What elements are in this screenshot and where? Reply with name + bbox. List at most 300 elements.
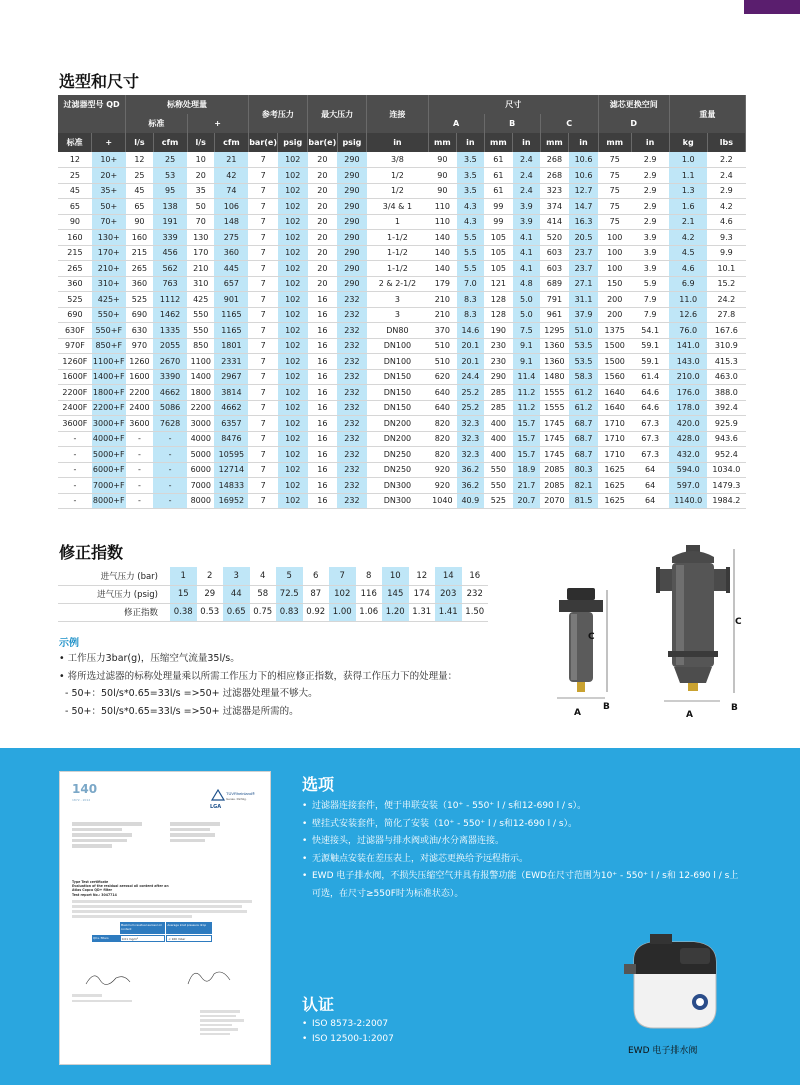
table-row [58,183,746,199]
table-cell: 20.7 [513,493,540,509]
table-cell: 32.3 [457,416,484,432]
table-cell: 90 [428,183,457,199]
table-cell: 14.7 [569,199,599,215]
table-cell: 400 [484,447,513,463]
table-cell: 820 [428,447,457,463]
header-dim-a: A [428,114,484,133]
table-cell: 23.7 [569,245,599,261]
column-unit-header: lbs [707,133,745,152]
table-cell: 16 [308,292,338,308]
options-list [302,798,742,903]
table-cell: 603 [540,245,569,261]
table-cell: 690 [126,307,153,323]
table-cell: 67.3 [631,447,669,463]
table-cell: 1600F [58,369,92,385]
table-cell: 5.9 [631,276,669,292]
ewd-caption: EWD 电子排水阀 [628,1046,698,1056]
example-line: - 50+：50l/s*0.65=33l/s =>50+ 过滤器是所需的。 [65,705,299,717]
table-cell: DN300 [367,493,428,509]
table-cell: 68.7 [569,447,599,463]
table-cell: 16.3 [569,214,599,230]
table-cell: 61.2 [569,400,599,416]
table-cell: 3.9 [631,245,669,261]
certificate-body-text [72,900,257,918]
table-cell: 75 [598,168,631,184]
table-cell: 14.6 [457,323,484,339]
table-row [58,338,746,354]
table-cell: 657 [214,276,248,292]
table-cell: 1600 [126,369,153,385]
table-cell: 75 [598,152,631,168]
table-cell: 15.7 [513,416,540,432]
correction-cell: 4 [250,567,277,585]
table-cell: 102 [278,152,308,168]
table-cell: 27.1 [569,276,599,292]
table-cell: 2331 [214,354,248,370]
table-cell: 10595 [214,447,248,463]
table-cell: 16 [308,354,338,370]
table-cell: 925.9 [707,416,745,432]
table-cell: 4.1 [513,261,540,277]
table-cell: 148 [214,214,248,230]
dim-label-b-large: B [731,703,738,713]
correction-cell: 174 [409,585,436,603]
table-cell: 3.9 [631,230,669,246]
table-cell: 428.0 [669,431,707,447]
table-cell: 1745 [540,416,569,432]
table-cell: 3 [367,307,428,323]
table-cell: 232 [337,493,367,509]
table-cell: 7000+F [92,478,126,494]
table-cell: 24.4 [457,369,484,385]
table-cell: 50+ [92,199,126,215]
table-cell: 8000+F [92,493,126,509]
table-cell: 9.1 [513,338,540,354]
table-cell: 525 [484,493,513,509]
section-title-spec: 选型和尺寸 [59,72,140,91]
certificate-contact-block [170,822,230,842]
correction-cell: 6 [303,567,330,585]
table-cell: 210 [428,292,457,308]
table-cell: 176.0 [669,385,707,401]
table-cell: 64.6 [631,385,669,401]
correction-cell: 3 [223,567,250,585]
table-cell: 2 & 2-1/2 [367,276,428,292]
correction-row-label: 进气压力 (psig) [58,585,170,603]
table-cell: 102 [278,385,308,401]
table-cell: 215 [126,245,153,261]
table-cell: 81.5 [569,493,599,509]
table-cell: 232 [337,338,367,354]
table-cell: 1.1 [669,168,707,184]
table-cell: 6357 [214,416,248,432]
table-cell: 1555 [540,400,569,416]
table-cell: 95 [153,183,187,199]
correction-cell: 0.53 [197,603,224,621]
table-row [58,230,746,246]
table-cell: 20 [308,168,338,184]
table-cell: 7 [248,323,278,339]
dim-label-a-large: A [686,710,693,720]
table-cell: 562 [153,261,187,277]
certificate-logo-years: 1872 - 2012 [72,798,91,802]
table-cell: 100 [598,230,631,246]
correction-cell: 8 [356,567,383,585]
table-cell: 5000 [187,447,214,463]
table-cell: 630F [58,323,92,339]
table-cell: 2.4 [513,152,540,168]
table-cell: 4.3 [457,199,484,215]
table-cell: 16 [308,431,338,447]
table-cell: 70 [187,214,214,230]
table-cell: 1-1/2 [367,245,428,261]
table-cell: 35+ [92,183,126,199]
table-row [58,447,746,463]
table-cell: 20 [308,183,338,199]
table-cell: 456 [153,245,187,261]
table-cell: 102 [278,323,308,339]
table-cell: 16 [308,385,338,401]
correction-cell: 7 [329,567,356,585]
table-cell: 290 [337,245,367,261]
table-cell: 3600F [58,416,92,432]
table-cell: 1/2 [367,183,428,199]
table-cell: 1295 [540,323,569,339]
table-cell: 61 [484,168,513,184]
table-cell: 7 [248,462,278,478]
table-cell: 1100 [187,354,214,370]
correction-cell: 1 [170,567,197,585]
table-cell: 232 [337,447,367,463]
header-weight: 重量 [669,95,745,133]
table-cell: 16 [308,493,338,509]
table-cell: 143.0 [669,354,707,370]
table-cell: 285 [484,400,513,416]
table-cell: 2055 [153,338,187,354]
table-cell: 1560 [598,369,631,385]
table-cell: - [58,493,92,509]
table-cell: 16 [308,369,338,385]
table-cell: 25 [58,168,92,184]
options-item: • 无源触点安装在差压表上，对滤芯更换给予远程指示。 [302,851,742,869]
table-cell: 68.7 [569,416,599,432]
table-cell: 232 [337,478,367,494]
table-row [58,307,746,323]
table-cell: 58.3 [569,369,599,385]
table-cell: 7.5 [513,323,540,339]
table-row [58,354,746,370]
table-cell: - [126,431,153,447]
table-cell: 268 [540,168,569,184]
column-unit-header: bar(e) [248,133,278,152]
table-cell: 102 [278,199,308,215]
table-cell: 1462 [153,307,187,323]
section-title-correction: 修正指数 [59,543,124,562]
table-cell: 7 [248,261,278,277]
table-cell: 61.4 [631,369,669,385]
table-cell: 400 [484,431,513,447]
table-cell: 230 [484,338,513,354]
table-cell: DN200 [367,416,428,432]
table-row [58,323,746,339]
table-cell: 102 [278,400,308,416]
correction-cell: 232 [462,585,489,603]
table-cell: 7 [248,447,278,463]
table-cell: 1800 [187,385,214,401]
dim-label-b-small: B [603,702,610,712]
table-cell: 445 [214,261,248,277]
table-cell: 2.9 [631,183,669,199]
correction-cell: 87 [303,585,330,603]
lga-logo: LGA [210,804,222,810]
table-cell: 102 [278,462,308,478]
correction-row-label: 进气压力 (bar) [58,567,170,585]
table-cell: 310.9 [707,338,745,354]
correction-cell: 14 [435,567,462,585]
table-cell: 1400 [187,369,214,385]
table-row [58,493,746,509]
table-cell: DN150 [367,400,428,416]
table-cell: 1710 [598,431,631,447]
certificate-address-footer [200,1010,260,1035]
table-row [58,276,746,292]
table-cell: 12.6 [669,307,707,323]
table-cell: 20+ [92,168,126,184]
table-cell: 7 [248,354,278,370]
header-max-pressure: 最大压力 [308,95,367,133]
table-cell: 943.6 [707,431,745,447]
options-item: • 过滤器连接套件，便于串联安装（10⁺ - 550⁺ l / s和12-690 l / s）。 [302,798,742,816]
table-cell: 310 [187,276,214,292]
table-cell: 20 [308,152,338,168]
column-unit-header: l/s [187,133,214,152]
dim-label-c-small: C [588,632,595,642]
table-cell: 80.3 [569,462,599,478]
table-cell: 920 [428,478,457,494]
table-cell: 31.1 [569,292,599,308]
table-cell: 3/8 [367,152,428,168]
certification-title: 认证 [302,995,335,1014]
table-cell: 1375 [598,323,631,339]
table-cell: 23.7 [569,261,599,277]
certificate-footer [72,994,257,1002]
table-cell: 3 [367,292,428,308]
table-cell: 265 [58,261,92,277]
spec-table [58,95,746,509]
table-cell: 2.4 [707,168,745,184]
correction-cell: 0.83 [276,603,303,621]
table-cell: 102 [278,416,308,432]
table-cell: 550 [484,462,513,478]
table-cell: 2200+F [92,400,126,416]
table-cell: 128 [484,292,513,308]
table-cell: 510 [428,354,457,370]
table-cell: 232 [337,385,367,401]
column-unit-header: in [631,133,669,152]
example-line: - 50+：50l/s*0.65=33l/s =>50+ 过滤器处理量不够大。 [65,688,318,699]
table-cell: 1040 [428,493,457,509]
table-cell: 970F [58,338,92,354]
table-cell: 420.0 [669,416,707,432]
table-cell: 32.3 [457,447,484,463]
table-cell: 603 [540,261,569,277]
table-cell: 3/4 & 1 [367,199,428,215]
header-ref-pressure: 参考压力 [248,95,307,133]
options-item: • 壁挂式安装套件，简化了安装（10⁺ - 550⁺ l / s和12-690 l / s）。 [302,816,742,834]
table-cell: 179 [428,276,457,292]
table-cell: 594.0 [669,462,707,478]
column-unit-header: cfm [214,133,248,152]
column-unit-header: mm [540,133,569,152]
table-row [58,245,746,261]
table-cell: 2085 [540,478,569,494]
table-cell: 290 [337,261,367,277]
table-cell: DN250 [367,447,428,463]
table-cell: 11.4 [513,369,540,385]
correction-cell: 1.41 [435,603,462,621]
table-cell: 1625 [598,493,631,509]
column-unit-header: kg [669,133,707,152]
table-cell: - [126,447,153,463]
table-cell: 160 [58,230,92,246]
table-row [58,478,746,494]
table-cell: 102 [278,230,308,246]
table-cell: 82.1 [569,478,599,494]
table-cell: 5086 [153,400,187,416]
table-cell: 550 [187,323,214,339]
table-cell: 1165 [214,307,248,323]
table-cell: 90 [126,214,153,230]
header-dim-d: D [598,114,669,133]
column-unit-header: bar(e) [308,133,338,152]
table-cell: 7 [248,152,278,168]
header-dimensions: 尺寸 [428,95,598,114]
table-cell: 20 [308,230,338,246]
table-cell: 140 [428,230,457,246]
table-cell: 102 [278,245,308,261]
table-cell: 7000 [187,478,214,494]
table-cell: 12.7 [569,183,599,199]
table-cell: 392.4 [707,400,745,416]
table-cell: 130 [187,230,214,246]
table-cell: 4.1 [513,230,540,246]
table-cell: 7 [248,168,278,184]
table-cell: 51.0 [569,323,599,339]
table-cell: - [153,447,187,463]
certificate-anniversary-logo: 140 [72,782,98,796]
table-cell: 36.2 [457,478,484,494]
table-cell: 25 [153,152,187,168]
header-nominal: 标称处理量 [126,95,249,114]
table-cell: 110 [428,199,457,215]
table-cell: 15.2 [707,276,745,292]
table-cell: 35 [187,183,214,199]
table-cell: 8.3 [457,292,484,308]
table-cell: 1400+F [92,369,126,385]
table-cell: 20 [308,245,338,261]
header-dim-c: C [540,114,598,133]
table-cell: 10 [187,152,214,168]
table-cell: 268 [540,152,569,168]
table-row [58,261,746,277]
table-cell: - [153,462,187,478]
table-cell: 7.0 [457,276,484,292]
correction-cell: 0.65 [223,603,250,621]
options-title: 选项 [302,775,335,794]
table-cell: 15.7 [513,447,540,463]
table-cell: 54.1 [631,323,669,339]
table-cell: 290 [337,230,367,246]
table-cell: 4.8 [513,276,540,292]
column-unit-header: mm [484,133,513,152]
correction-cell: 102 [329,585,356,603]
table-cell: - [58,478,92,494]
table-cell: 102 [278,183,308,199]
table-cell: 4662 [214,400,248,416]
table-cell: 7 [248,245,278,261]
header-connection: 连接 [367,95,428,133]
table-cell: 9.9 [707,245,745,261]
table-cell: 140 [428,245,457,261]
table-cell: 232 [337,307,367,323]
table-cell: 2.9 [631,168,669,184]
correction-row [58,585,488,603]
table-cell: 16 [308,323,338,339]
table-cell: 525 [126,292,153,308]
dim-label-c-large: C [735,617,742,627]
table-cell: 20 [308,261,338,277]
column-unit-header: cfm [153,133,187,152]
table-cell: 40.9 [457,493,484,509]
table-cell: 7 [248,214,278,230]
table-cell: 901 [214,292,248,308]
table-cell: 20 [308,276,338,292]
table-cell: 640 [428,400,457,416]
table-cell: DN200 [367,431,428,447]
correction-row [58,603,488,621]
table-cell: 850+F [92,338,126,354]
table-cell: 32.3 [457,431,484,447]
table-cell: 16952 [214,493,248,509]
table-cell: 290 [484,369,513,385]
table-cell: 45 [58,183,92,199]
table-cell: 6000 [187,462,214,478]
table-cell: 50 [187,199,214,215]
table-cell: 1165 [214,323,248,339]
table-cell: 130+ [92,230,126,246]
table-cell: DN150 [367,369,428,385]
table-cell: 90 [428,152,457,168]
certificate-result-table: Maximum residual aerosol oil content Average inlet pressure drop QD+ filters 0.01 mg/m³ < 160 mbar [92,922,212,942]
table-cell: 102 [278,354,308,370]
table-cell: 36.2 [457,462,484,478]
table-cell: 5.5 [457,261,484,277]
table-cell: 11.0 [669,292,707,308]
table-cell: 8.3 [457,307,484,323]
table-row [58,385,746,401]
table-cell: 11.2 [513,385,540,401]
tuv-logo-text: TÜVRheinland® [226,791,255,796]
table-cell: 53.5 [569,338,599,354]
table-cell: 1 [367,214,428,230]
table-cell: 952.4 [707,447,745,463]
certification-item: • ISO 8573-2:2007 [302,1017,394,1032]
table-cell: 16 [308,307,338,323]
table-cell: 24.2 [707,292,745,308]
table-cell: - [153,431,187,447]
table-cell: 100 [598,245,631,261]
table-cell: 140 [428,261,457,277]
